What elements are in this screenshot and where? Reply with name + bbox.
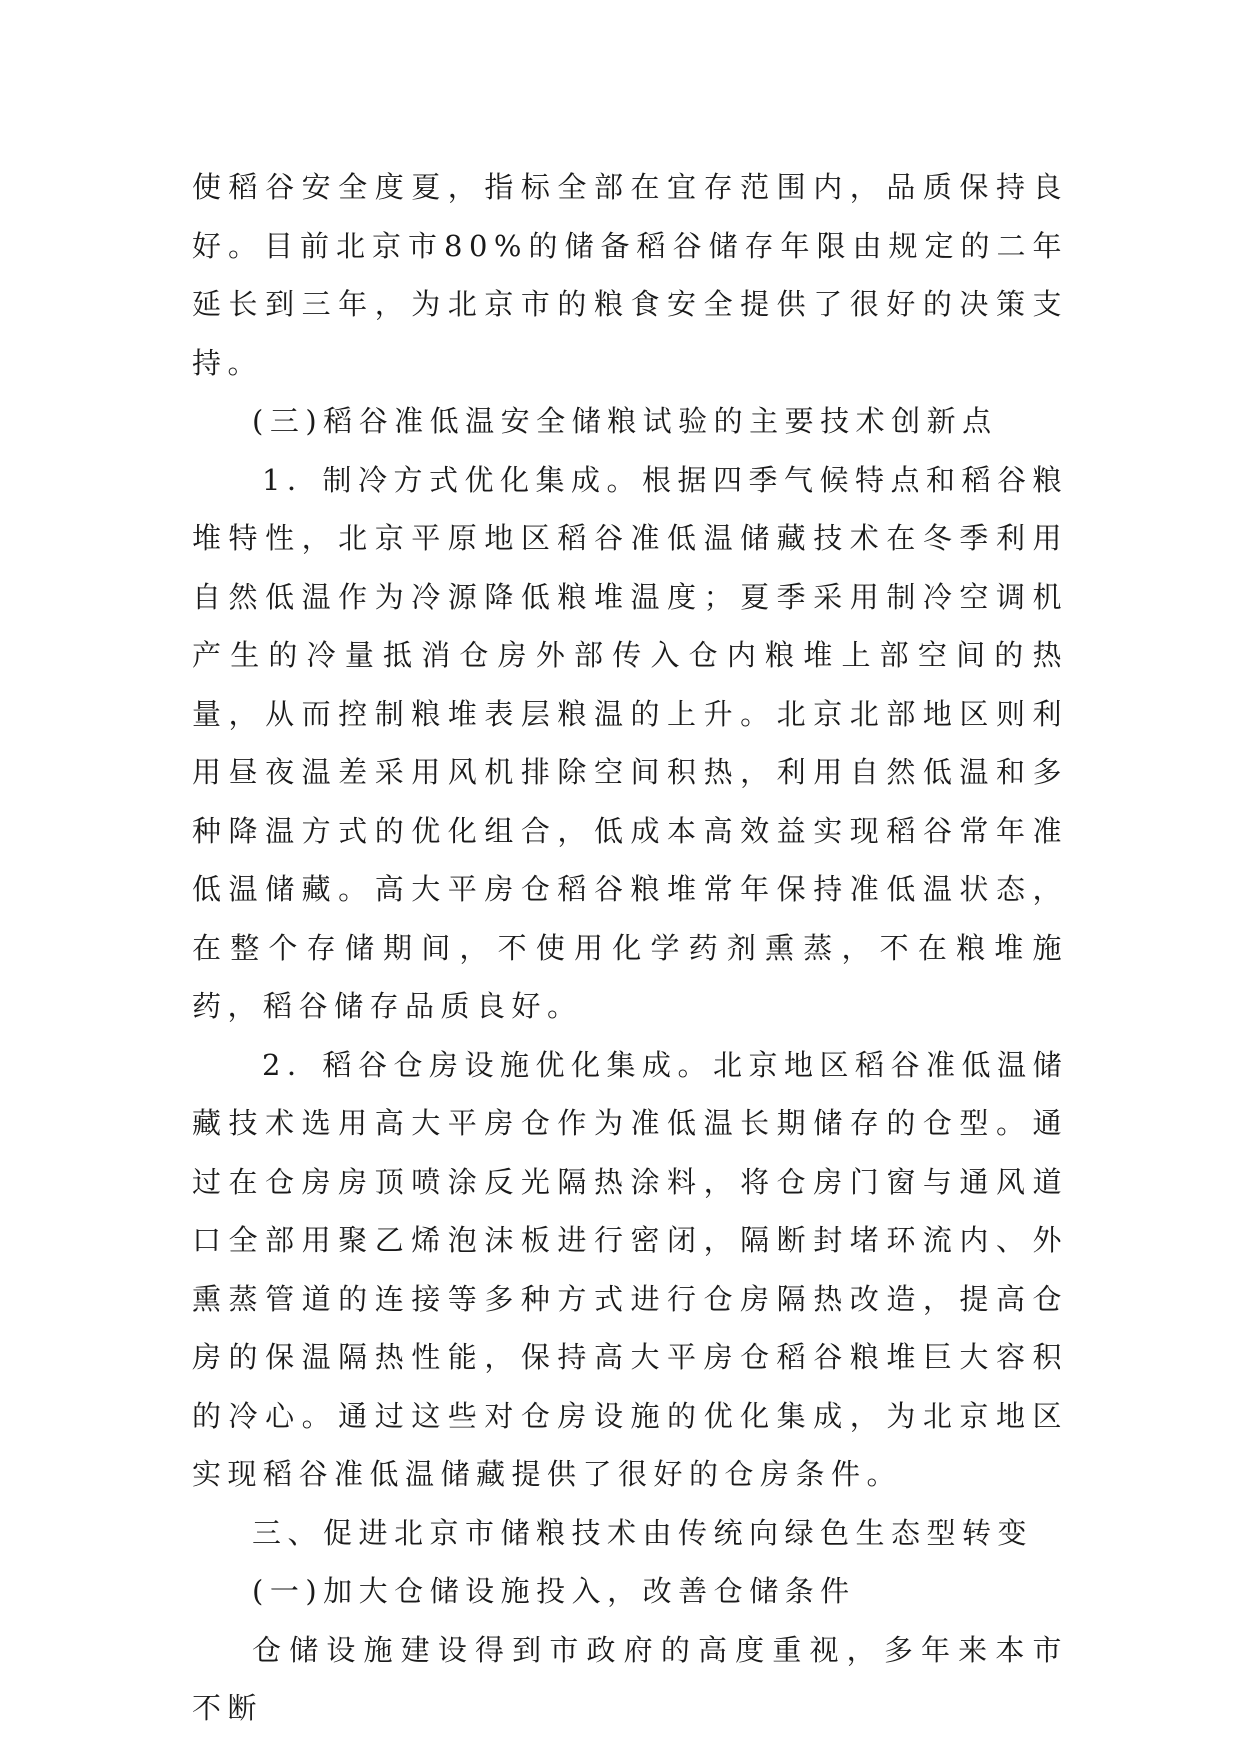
document-page xyxy=(192,158,1068,1738)
body-paragraph: 仓储设施建设得到市政府的高度重视，多年来本市不断 xyxy=(192,1632,1068,1725)
body-paragraph: 2．稻谷仓房设施优化集成。北京地区稻谷准低温储藏技术选用高大平房仓作为准低温长期储存的仓型。通过在仓房房顶喷涂反光隔热涂料，将仓房门窗与通风道口全部用聚乙烯泡沫板进行密闭，隔断封堵环流内、外熏蒸管道的连接等多种方式进行仓房隔热改造，提高仓房的保温隔热性能，保持高大平房仓稻谷粮堆巨大容积的冷心。通过这些对仓房设施的优化集成，为北京地区实现稻谷准低温储藏提供了很好的仓房条件。 xyxy=(192,1047,1068,1491)
body-paragraph: 1．制冷方式优化集成。根据四季气候特点和稻谷粮堆特性，北京平原地区稻谷准低温储藏技术在冬季利用自然低温作为冷源降低粮堆温度；夏季采用制冷空调机产生的冷量抵消仓房外部传入仓内粮堆上部空间的热量，从而控制粮堆表层粮温的上升。北京北部地区则利用昼夜温差采用风机排除空间积热，利用自然低温和多种降温方式的优化组合，低成本高效益实现稻谷常年准低温储藏。高大平房仓稻谷粮堆常年保持准低温状态，在整个存储期间，不使用化学药剂熏蒸，不在粮堆施药，稻谷储存品质良好。 xyxy=(192,462,1068,1023)
section-heading: (三)稻谷准低温安全储粮试验的主要技术创新点 xyxy=(252,404,998,438)
section-heading: 三、促进北京市储粮技术由传统向绿色生态型转变 xyxy=(252,1515,1034,1550)
body-paragraph: 使稻谷安全度夏，指标全部在宜存范围内，品质保持良好。目前北京市80%的储备稻谷储存年限由规定的二年延长到三年，为北京市的粮食安全提供了很好的决策支持。 xyxy=(192,170,1068,380)
subsection-heading: (一)加大仓储设施投入，改善仓储条件 xyxy=(252,1574,856,1608)
